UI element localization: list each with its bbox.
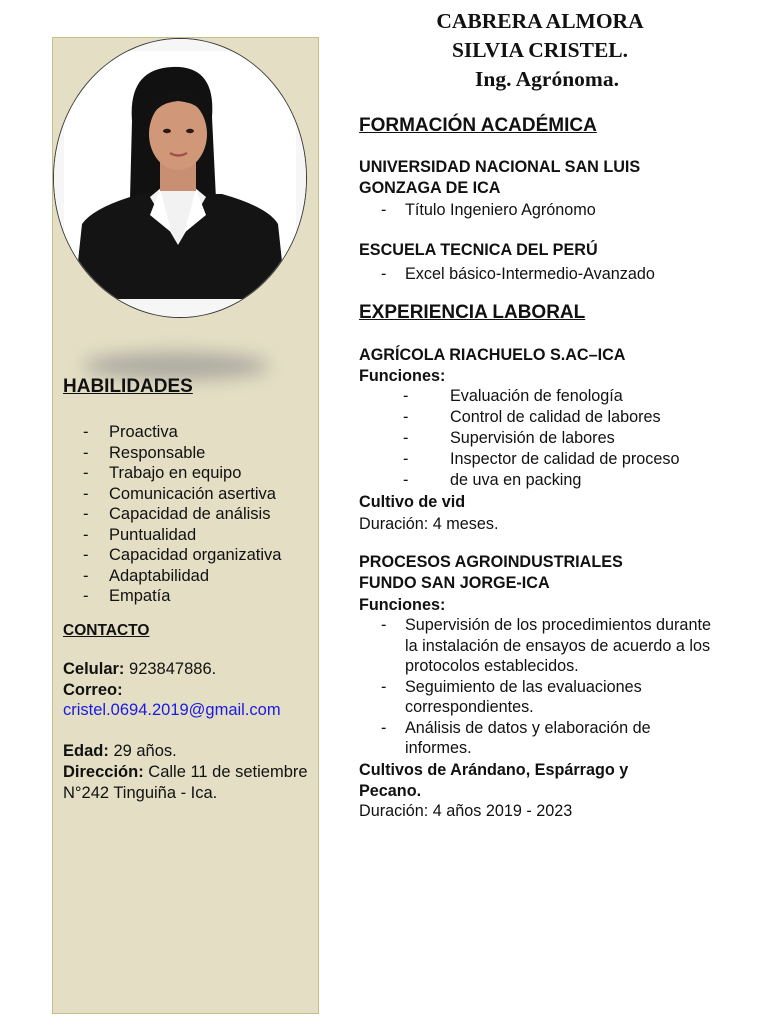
experience-heading: EXPERIENCIA LABORAL	[359, 302, 586, 323]
function-item: - Control de calidad de labores	[403, 408, 661, 426]
education-detail-1: - Título Ingeniero Agrónomo	[381, 201, 596, 219]
age-label: Edad:	[63, 742, 109, 761]
job-2-duration: Duración: 4 años 2019 - 2023	[359, 802, 573, 820]
contact-heading: CONTACTO	[63, 622, 150, 639]
name-line-2: SILVIA CRISTEL.	[451, 38, 629, 62]
function-item: - Supervisión de labores	[403, 429, 615, 447]
function-item: - Inspector de calidad de proceso	[403, 450, 680, 468]
job-2-functions-label: Funciones:	[359, 596, 446, 614]
phone-line	[63, 659, 313, 680]
education-institution-2: ESCUELA TECNICA DEL PERÚ	[359, 241, 598, 259]
job-1-functions-label: Funciones:	[359, 367, 446, 385]
portrait-image	[54, 39, 307, 318]
skill-item: - Proactiva	[83, 423, 178, 441]
email-label: Correo:	[63, 680, 123, 699]
skill-item: - Capacidad organizativa	[83, 546, 282, 564]
skills-list	[83, 422, 281, 607]
skill-item: - Puntualidad	[83, 525, 197, 544]
phone-label: Celular:	[63, 660, 125, 678]
age-line	[63, 741, 313, 762]
address-label: Dirección:	[63, 762, 144, 781]
skill-item: - Responsable	[83, 443, 206, 462]
professional-title: Ing. Agrónoma.	[475, 67, 619, 91]
address-value: Calle 11 de setiembre N°242 Tinguiña - Ica.	[63, 762, 308, 802]
function-item: - Análisis de datos y elaboración de informes.	[381, 718, 651, 757]
job-1-duration: Duración: 4 meses.	[359, 515, 499, 533]
name-line-1: CABRERA ALMORA	[436, 9, 644, 33]
skill-item: - Adaptabilidad	[83, 566, 209, 585]
education-heading: FORMACIÓN ACADÉMICA	[359, 115, 597, 136]
phone-value: 923847886.	[129, 660, 217, 678]
email-link[interactable]: cristel.0694.2019@gmail.com	[63, 701, 281, 720]
skill-item: - Comunicación asertiva	[83, 484, 276, 503]
skill-item: - Capacidad de análisis	[83, 505, 271, 523]
name-header	[360, 7, 720, 94]
function-item: - Seguimiento de las evaluaciones correspondientes.	[381, 677, 642, 716]
skill-item: - Trabajo en equipo	[83, 464, 242, 482]
education-detail-2: - Excel básico-Intermedio-Avanzado	[381, 265, 655, 283]
education-institution-1: UNIVERSIDAD NACIONAL SAN LUIS GONZAGA DE ICA	[359, 158, 641, 197]
job-2-functions-list	[381, 615, 721, 759]
age-value: 29 años.	[113, 742, 177, 761]
skill-item: - Empatía	[83, 587, 171, 605]
function-item: - Evaluación de fenología	[403, 387, 623, 405]
job-1-functions-list	[403, 386, 679, 491]
job-2-crop: Cultivos de Arándano, Espárrago y Pecano.	[359, 761, 629, 800]
contact-block	[63, 659, 313, 803]
profile-photo	[53, 38, 307, 318]
job-2-company: PROCESOS AGROINDUSTRIALES FUNDO SAN JORGE-ICA	[359, 553, 623, 592]
function-item: - Supervisión de los procedimientos durante la instalación de ensayos de acuerdo a los protocolos establecidos.	[381, 616, 711, 675]
function-item: - de uva en packing	[403, 471, 582, 489]
job-1-company: AGRÍCOLA RIACHUELO S.AC–ICA	[359, 346, 626, 364]
job-1-crop: Cultivo de vid	[359, 493, 466, 511]
skills-heading: HABILIDADES	[63, 376, 193, 397]
address-line	[63, 762, 313, 803]
